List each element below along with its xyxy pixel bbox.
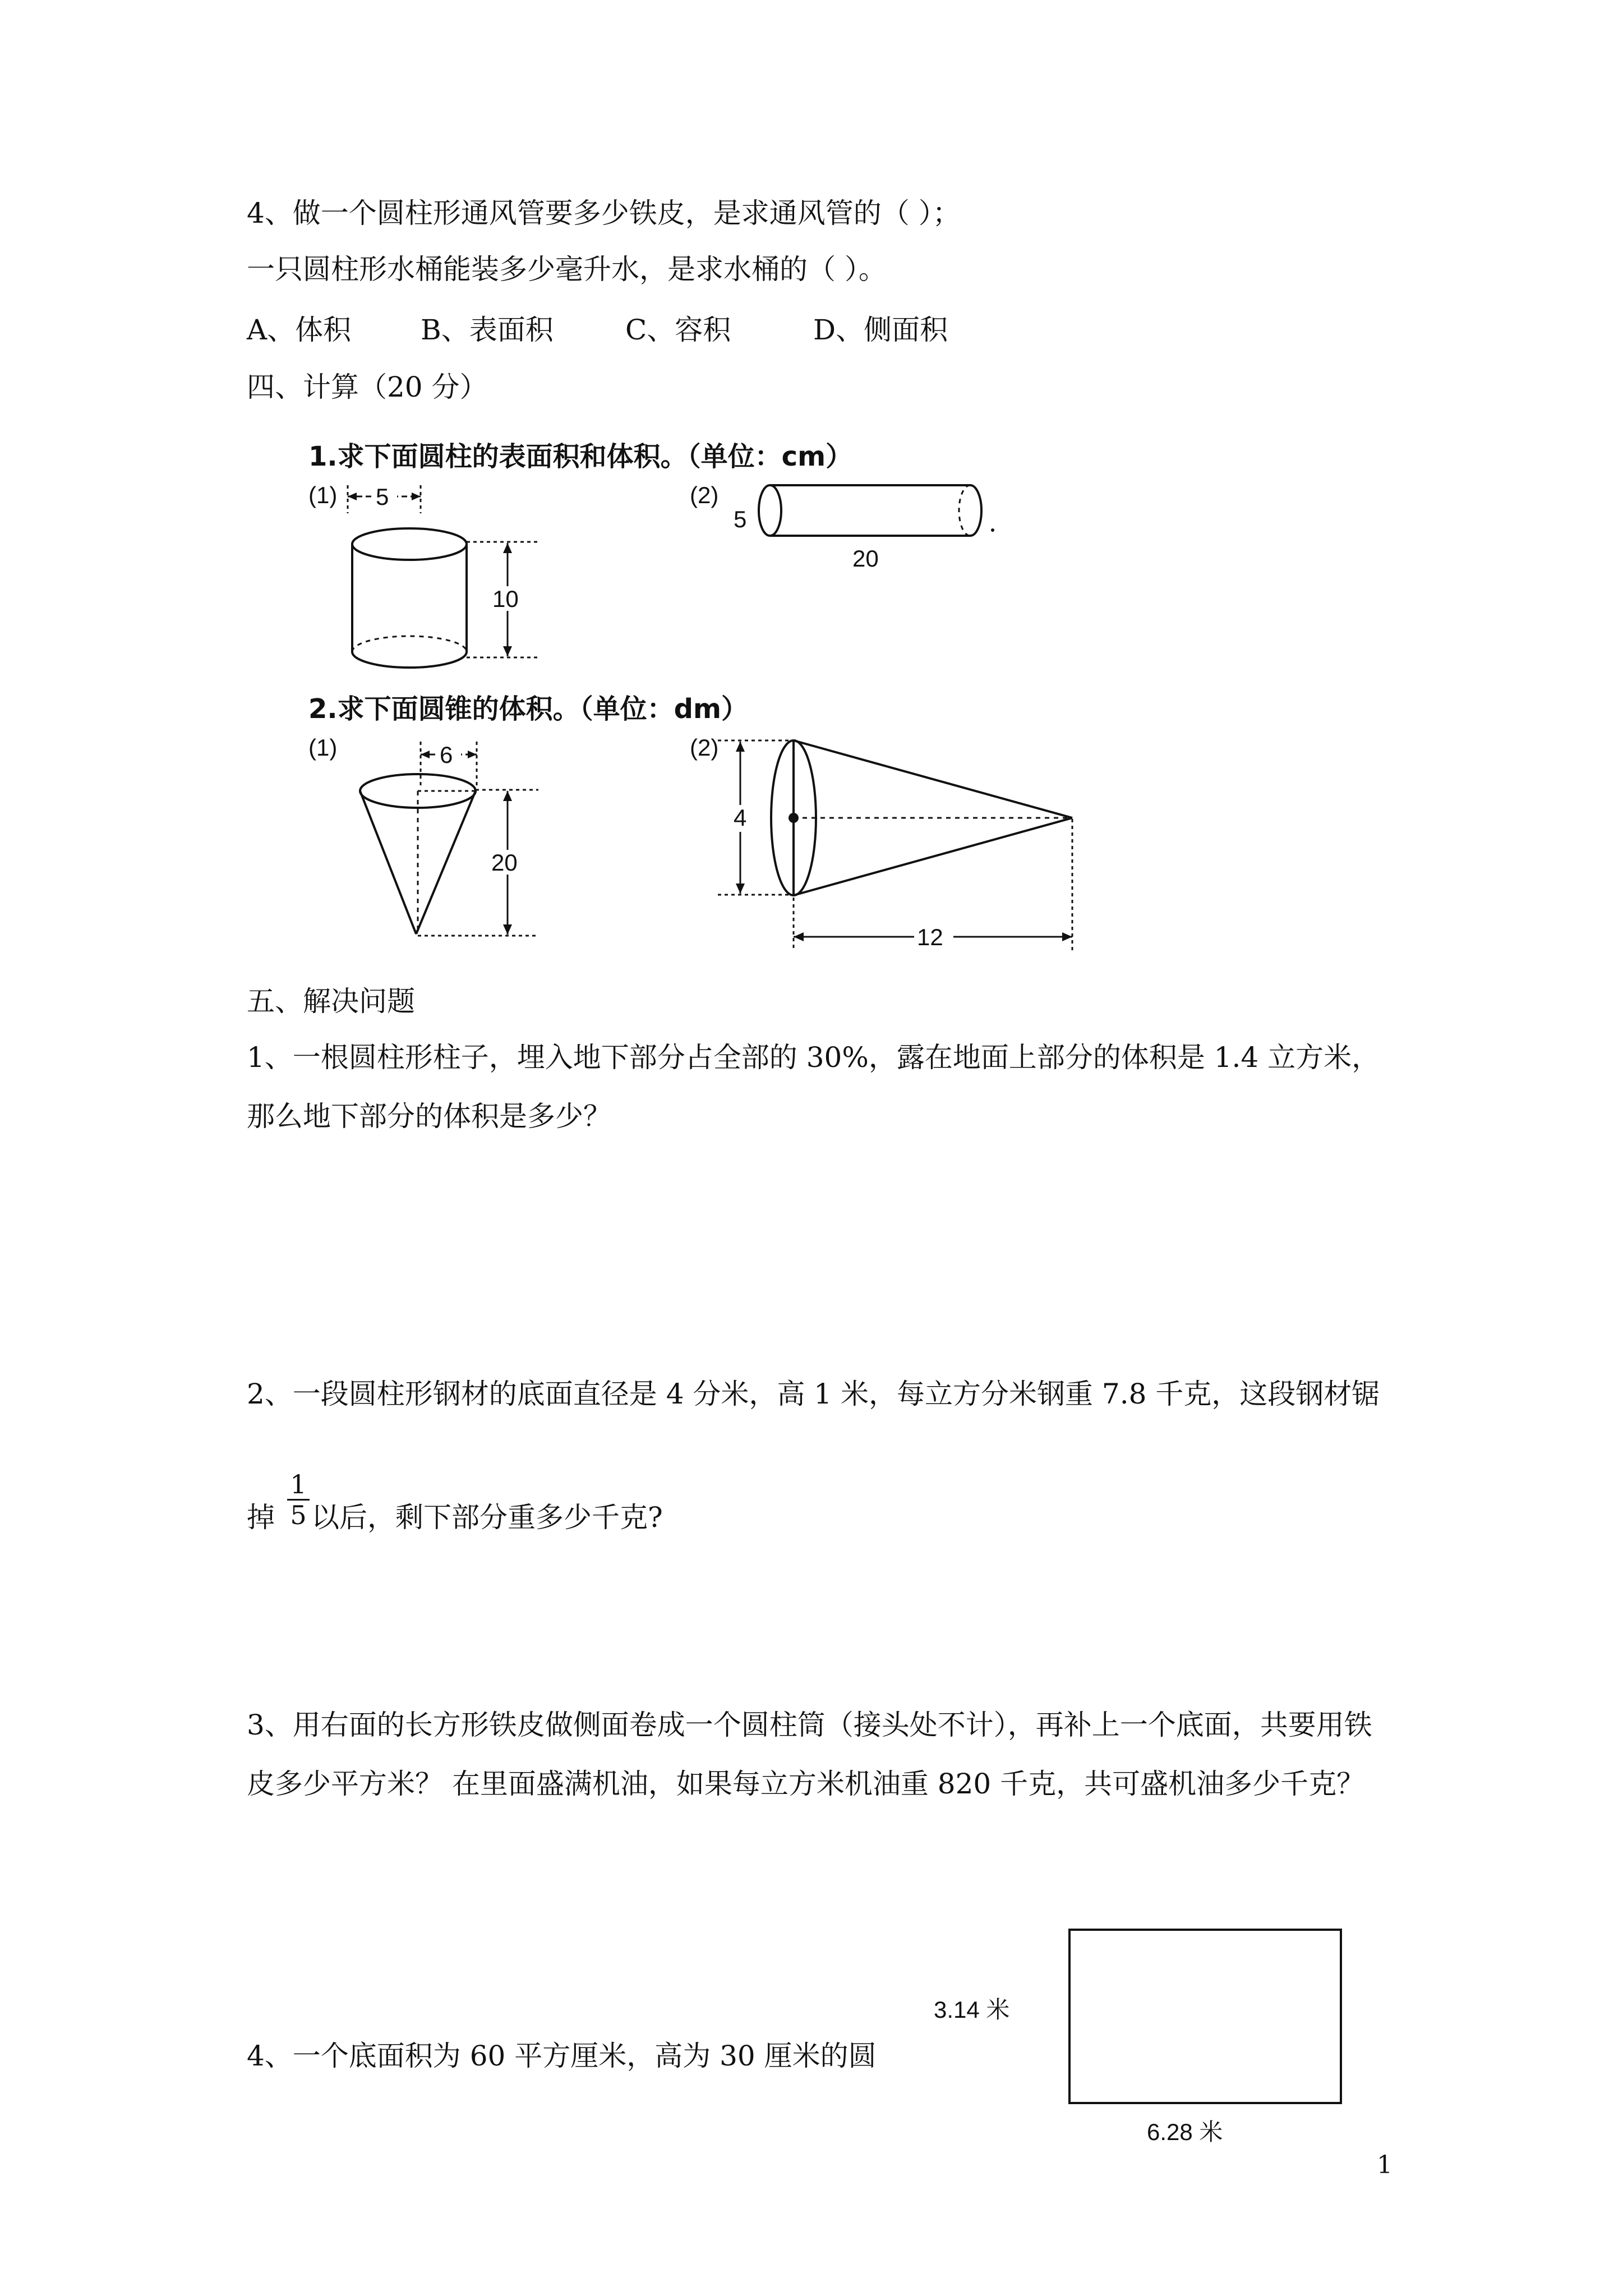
cone1-diameter: 6 [440,742,453,768]
cone2-length: 12 [917,924,943,950]
cyl1-height: 10 [492,586,519,612]
q4-option-d: D、侧面积 [813,314,948,346]
section4-heading: 四、计算（20 分） [247,371,488,403]
cylinder-figure-2 [690,482,1026,578]
cone-figure-1 [303,735,561,948]
p2-line1: 2、一段圆柱形钢材的底面直径是 4 分米，高 1 米，每立方分米钢重 7.8 千克，这段钢材锯 [247,1378,1380,1410]
cyl1-diameter: 5 [376,484,389,510]
p3-line1: 3、用右面的长方形铁皮做侧面卷成一个圆柱筒（接头处不计），再补上一个底面，共要用铁 [247,1709,1372,1741]
cone2-diameter: 4 [734,804,747,831]
section5-heading: 五、解决问题 [247,985,415,1018]
rectangle-sheet [1068,1929,1342,2104]
p1-line2: 那么地下部分的体积是多少？ [247,1100,611,1133]
fraction-one-fifth [287,1470,310,1530]
q4-option-c: C、容积 [625,314,731,346]
q4-option-a: A、体积 [247,314,352,346]
p2-prefix: 掉 [247,1501,275,1534]
rect-width-label: 6.28 米 [1147,2119,1223,2145]
cone2-label: (2) [690,734,719,761]
cone1-label: (1) [308,734,338,761]
p3-line2: 皮多少平方米？ 在里面盛满机油，如果每立方米机油重 820 千克，共可盛机油多少千克？ [247,1768,1365,1800]
cyl1-label: (1) [308,482,338,508]
page-number: 1 [1377,2151,1393,2179]
fraction-numerator: 1 [290,1469,307,1499]
cylinder-figure-1 [303,482,572,673]
sub2-title: 2.求下面圆锥的体积。（单位：dm） [308,693,749,725]
cone1-height: 20 [491,849,518,876]
p2-suffix: 以后，剩下部分重多少千克? [311,1501,663,1534]
q4-line1: 4、做一个圆柱形通风管要多少铁皮，是求通风管的（ ）； [247,197,961,229]
q4-option-b: B、表面积 [421,314,554,346]
cyl2-diameter: 5 [734,506,747,532]
cyl2-length: 20 [852,545,879,572]
rect-height-label: 3.14 米 [934,1996,1010,2023]
cone-figure-2 [690,735,1082,959]
fraction-denominator: 5 [287,1499,310,1530]
q4-line2: 一只圆柱形水桶能装多少毫升水，是求水桶的（ ）。 [247,253,887,286]
p4-line1: 4、一个底面积为 60 平方厘米，高为 30 厘米的圆 [247,2040,877,2072]
sub1-title: 1.求下面圆柱的表面积和体积。（单位：cm） [308,441,853,472]
p1-line1: 1、一根圆柱形柱子，埋入地下部分占全部的 30%，露在地面上部分的体积是 1.4 立方米， [247,1041,1380,1074]
cyl2-label: (2) [690,482,719,508]
